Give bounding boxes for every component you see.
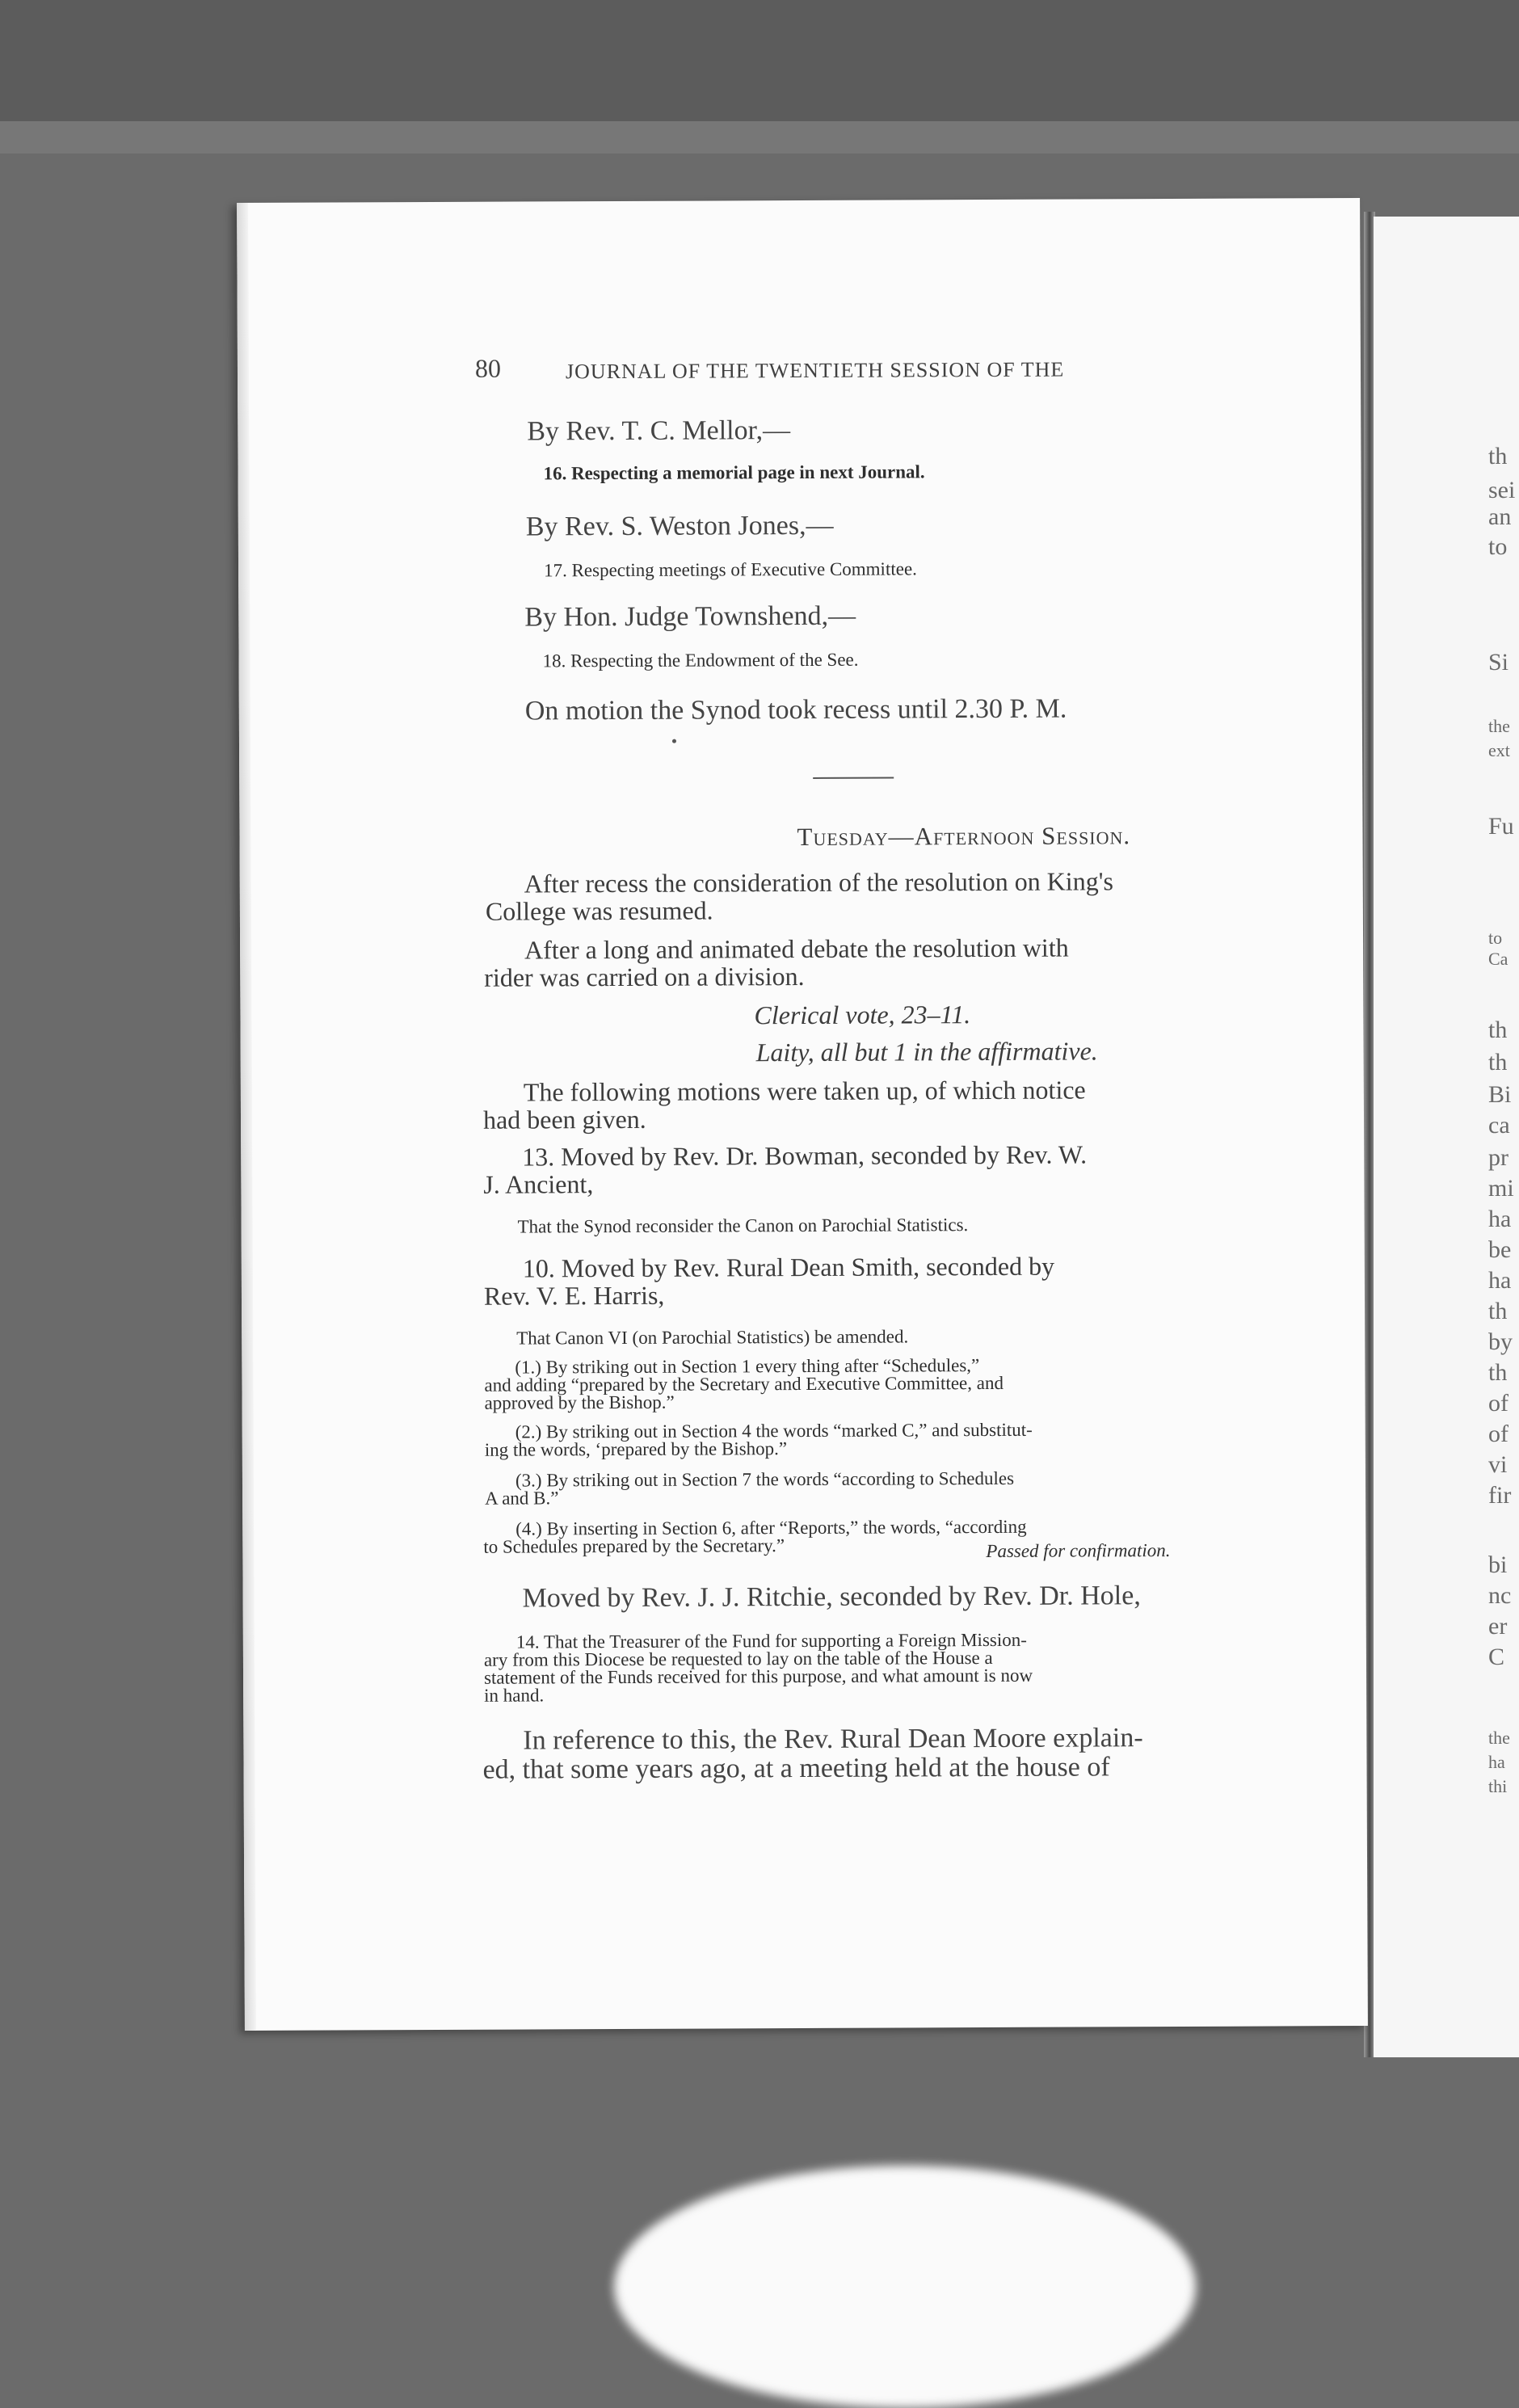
- motion-text: statement of the Funds received for this purpose, and what amount is now: [483, 1665, 1033, 1688]
- facing-page-fragment: ha: [1488, 1267, 1512, 1294]
- facing-page-fragment: Fu: [1488, 813, 1514, 840]
- amendment-line: A and B.”: [485, 1488, 559, 1509]
- facing-page-fragment: thi: [1488, 1776, 1508, 1796]
- paragraph-line: In reference to this, the Rev. Rural Dean Moore explain-: [523, 1723, 1143, 1756]
- facing-page-fragment: by: [1488, 1328, 1513, 1355]
- motion-line: 10. Moved by Rev. Rural Dean Smith, seconded by: [522, 1251, 1055, 1283]
- motion-heading: Moved by Rev. J. J. Ritchie, seconded by Rev. Dr. Hole,: [522, 1581, 1141, 1614]
- facing-page-fragment: of: [1488, 1390, 1508, 1417]
- motion-line: 13. Moved by Rev. Dr. Bowman, seconded by Rev. W.: [522, 1139, 1088, 1172]
- motion-text: ary from this Diocese be requested to lay on the table of the House a: [483, 1647, 993, 1670]
- notice-item: 16. Respecting a memorial page in next Journal.: [543, 461, 925, 484]
- paragraph-line: College was resumed.: [485, 895, 713, 926]
- facing-page-fragment: vi: [1488, 1451, 1508, 1478]
- notice-item: 17. Respecting meetings of Executive Committee.: [544, 558, 917, 581]
- paragraph-line: After a long and animated debate the resolution with: [524, 932, 1069, 965]
- notice-item: 18. Respecting the Endowment of the See.: [542, 649, 859, 671]
- recess-line: On motion the Synod took recess until 2.30 P. M.: [524, 693, 1067, 726]
- print-speck: [672, 739, 676, 743]
- light-spot: [614, 2166, 1196, 2408]
- confirmation-note: Passed for confirmation.: [986, 1540, 1171, 1562]
- amendment-line: approved by the Bishop.”: [484, 1391, 675, 1413]
- facing-page-fragment: to: [1488, 928, 1503, 948]
- paragraph-line: The following motions were taken up, of which notice: [523, 1075, 1086, 1107]
- facing-page-fragment: an: [1488, 503, 1512, 530]
- amendment-line: (3.) By striking out in Section 7 the words “according to Schedules: [515, 1467, 1015, 1491]
- facing-page-fragment: Ca: [1488, 949, 1508, 969]
- paragraph-line: had been given.: [482, 1104, 646, 1135]
- facing-page-fragment: Bi: [1488, 1081, 1512, 1108]
- facing-page-fragment: sei: [1488, 477, 1516, 503]
- clerical-vote: Clerical vote, 23–11.: [754, 1000, 971, 1030]
- facing-page-fragment: bi: [1488, 1551, 1508, 1578]
- facing-page-fragment: be: [1488, 1236, 1512, 1263]
- facing-page-fragment: ca: [1488, 1112, 1510, 1139]
- facing-page-fragment: the: [1488, 716, 1510, 736]
- facing-page-fragment: ext: [1488, 740, 1510, 760]
- facing-page-fragment: th: [1488, 443, 1508, 469]
- facing-page-fragment: C: [1488, 1644, 1505, 1670]
- motion-text: That Canon VI (on Parochial Statistics) be amended.: [516, 1326, 909, 1349]
- paragraph-line: After recess the consideration of the resolution on King's: [524, 866, 1113, 899]
- amendment-line: (1.) By striking out in Section 1 every thing after “Schedules,”: [515, 1355, 980, 1378]
- journal-page: [237, 198, 1368, 2031]
- facing-page-fragment: fir: [1488, 1482, 1512, 1509]
- facing-page-fragment: the: [1488, 1728, 1510, 1748]
- facing-page-fragment: pr: [1488, 1144, 1508, 1171]
- facing-page-fragment: th: [1488, 1298, 1508, 1324]
- amendment-line: (2.) By striking out in Section 4 the words “marked C,” and substitut-: [515, 1419, 1033, 1442]
- notice-by: By Rev. T. C. Mellor,—: [527, 415, 791, 447]
- running-title: JOURNAL OF THE TWENTIETH SESSION OF THE: [565, 357, 1065, 384]
- motion-line: J. Ancient,: [483, 1169, 594, 1199]
- facing-page-fragment: to: [1488, 533, 1508, 560]
- facing-page-fragment: th: [1488, 1049, 1508, 1076]
- session-heading: Tuesday—Afternoon Session.: [797, 821, 1131, 852]
- facing-page-fragment: ha: [1488, 1206, 1512, 1232]
- amendment-line: and adding “prepared by the Secretary and Executive Committee, and: [484, 1372, 1004, 1396]
- motion-text: 14. That the Treasurer of the Fund for supporting a Foreign Mission-: [515, 1629, 1027, 1652]
- facing-page-fragment: er: [1488, 1613, 1508, 1640]
- facing-page-fragment: of: [1488, 1421, 1508, 1447]
- motion-line: Rev. V. E. Harris,: [483, 1280, 665, 1311]
- notice-by: By Hon. Judge Townshend,—: [524, 600, 856, 633]
- motion-text: That the Synod reconsider the Canon on Parochial Statistics.: [517, 1215, 969, 1237]
- amendment-line: to Schedules prepared by the Secretary.”: [483, 1535, 785, 1557]
- facing-page: [1374, 217, 1519, 2057]
- paragraph-line: rider was carried on a division.: [484, 961, 805, 992]
- notice-by: By Rev. S. Weston Jones,—: [525, 510, 834, 542]
- facing-page-fragment: th: [1488, 1359, 1508, 1386]
- paragraph-line: ed, that some years ago, at a meeting held at the house of: [482, 1752, 1110, 1785]
- page-number: 80: [474, 353, 502, 383]
- facing-page-fragment: Si: [1488, 649, 1509, 676]
- laity-vote: Laity, all but 1 in the affirmative.: [755, 1036, 1098, 1067]
- amendment-line: ing the words, ‘prepared by the Bishop.”: [484, 1438, 788, 1460]
- motion-text: in hand.: [484, 1685, 545, 1706]
- section-divider: [813, 777, 894, 779]
- facing-page-fragment: nc: [1488, 1582, 1512, 1609]
- facing-page-fragment: ha: [1488, 1752, 1505, 1772]
- facing-page-fragment: mi: [1488, 1175, 1514, 1202]
- amendment-line: (4.) By inserting in Section 6, after “Reports,” the words, “according: [515, 1516, 1027, 1539]
- facing-page-fragment: th: [1488, 1017, 1508, 1043]
